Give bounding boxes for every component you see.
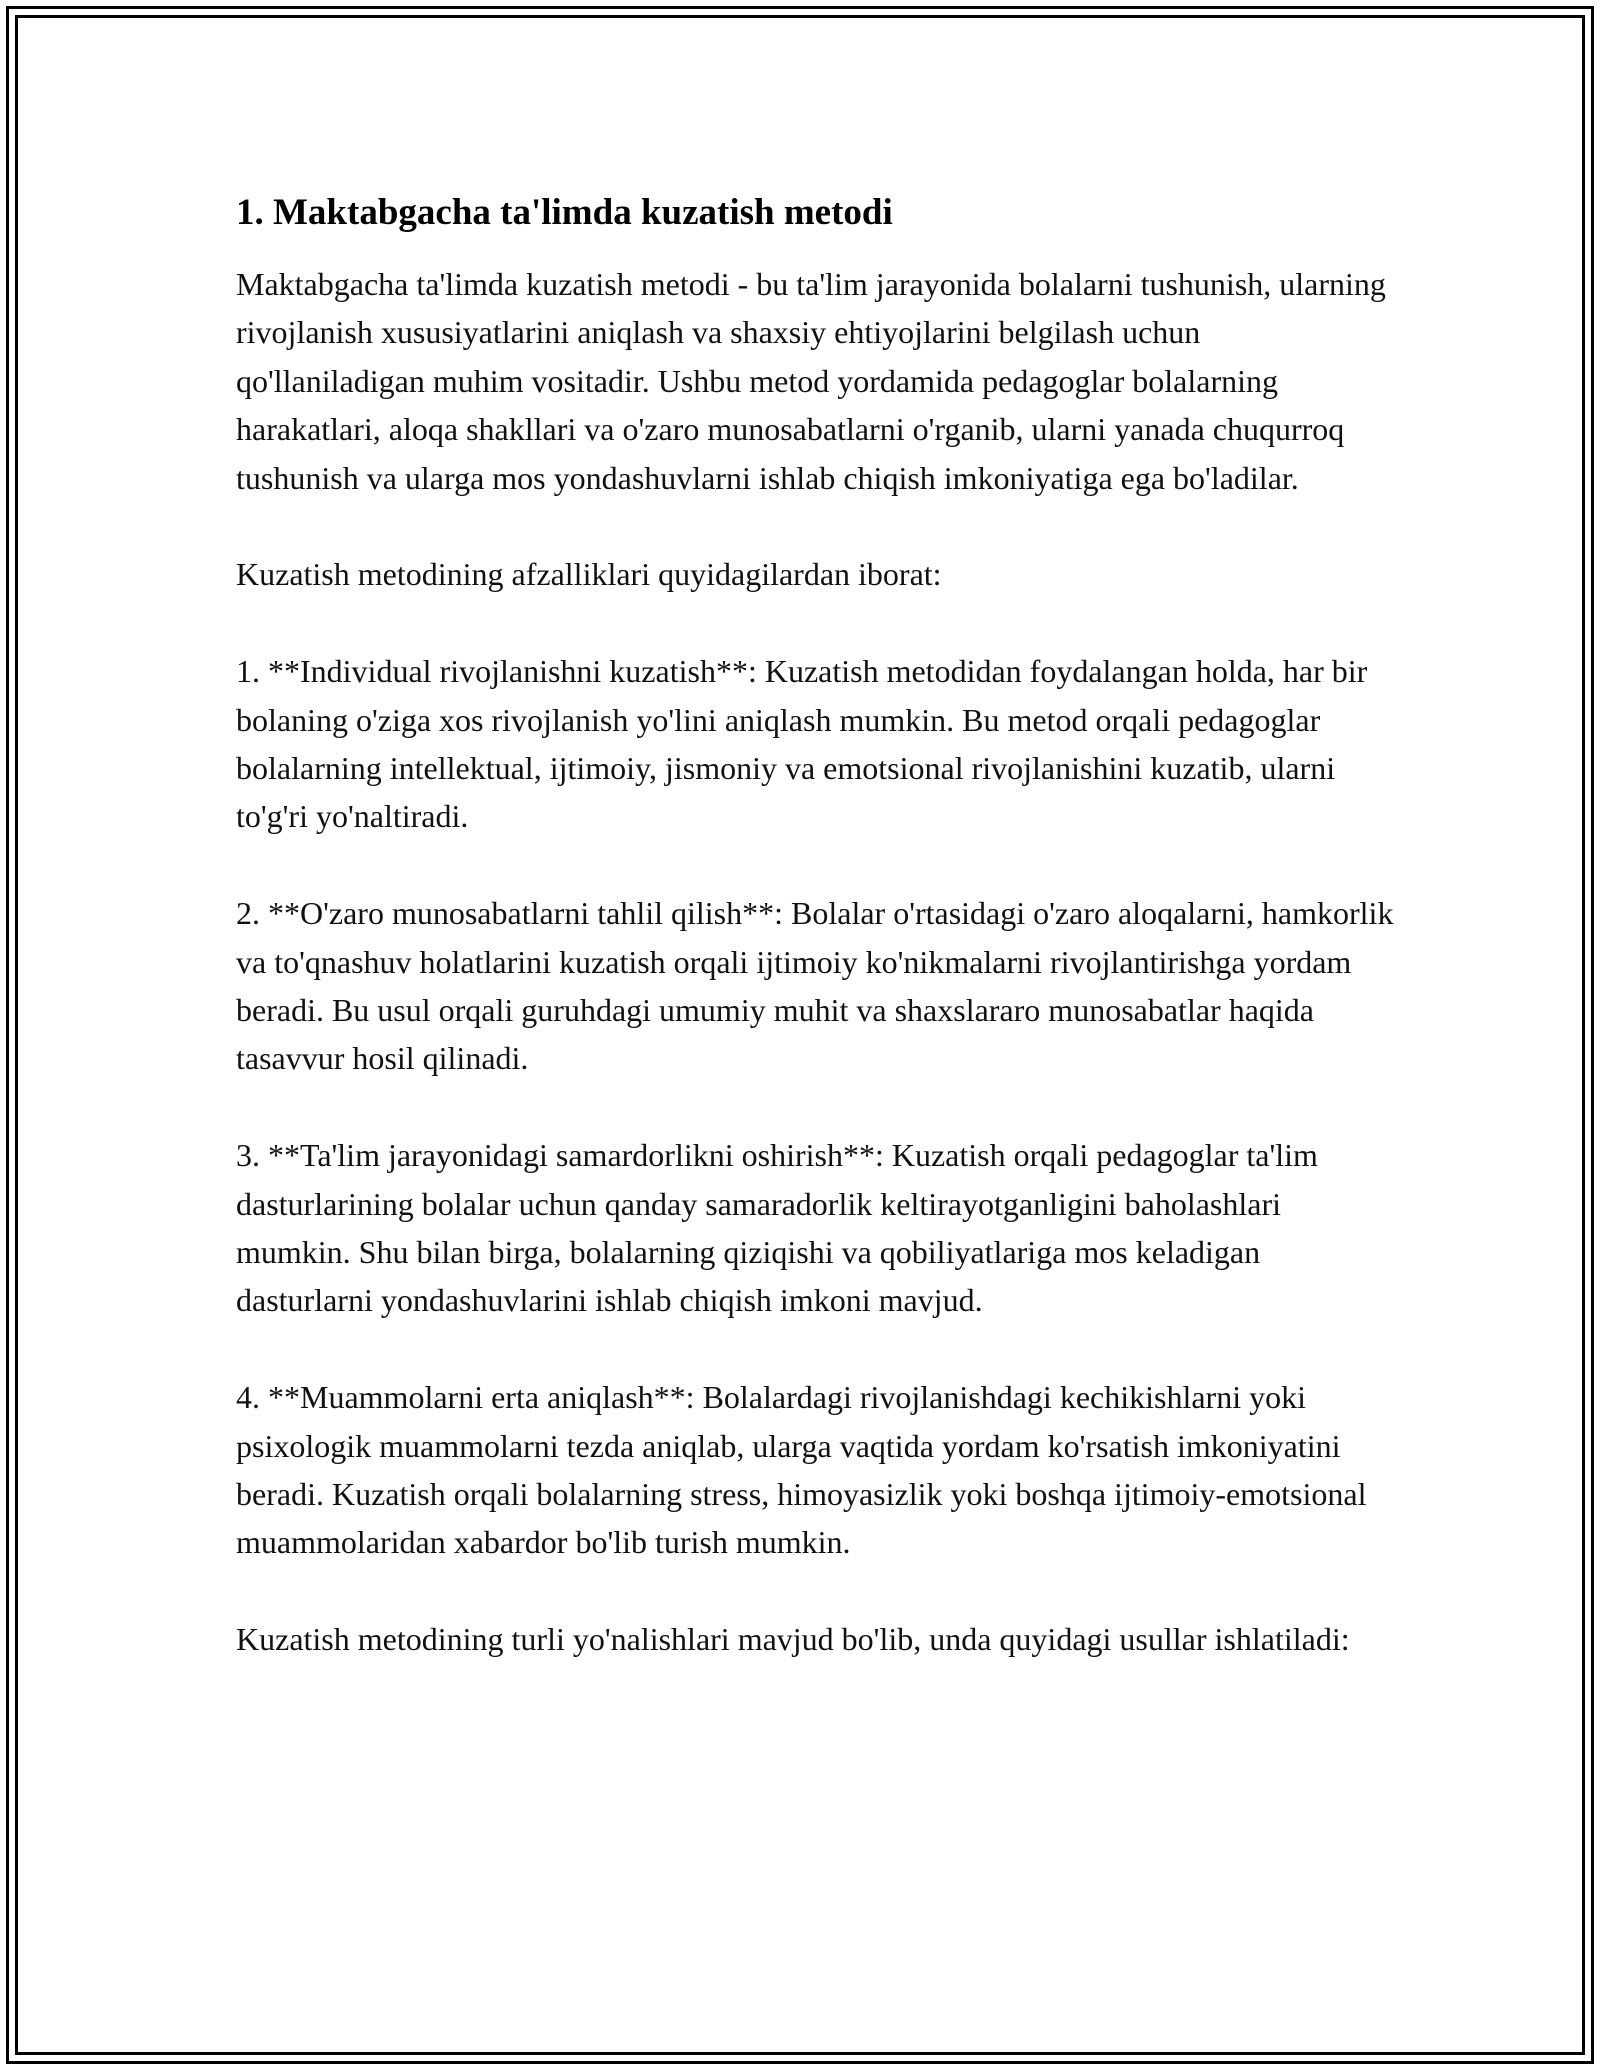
intro-paragraph: Maktabgacha ta'limda kuzatish metodi - bu ta'lim jarayonida bolalarni tushunish, ularning rivojlanish xususiyatlarini aniqlash va shaxsiy ehtiyojlarini belgilash uchun qo'llaniladigan muhim vositadir. Ushbu metod yordamida pedagoglar bolalarning harakatlari, aloqa shakllari va o'zaro munosabatlarni o'rganib, ularni yanada chuqurroq tushunish va ularga mos yondashuvlarni ishlab chiqish imkoniyatiga ega bo'ladilar. — [236, 266, 1386, 496]
methods-lead-paragraph: Kuzatish metodining turli yo'nalishlari mavjud bo'lib, unda quyidagi usullar ishlatiladi: — [236, 1621, 1350, 1658]
advantage-item-2: 2. **O'zaro munosabatlarni tahlil qilish**: Bolalar o'rtasidagi o'zaro aloqalarni, hamkorlik va to'qnashuv holatlarini kuzatish orqali ijtimoiy ko'nikmalarni rivojlantirishga yordam beradi. Bu usul orqali guruhdagi umumiy muhit va shaxslararo munosabatlar haqida tasavvur hosil qilinadi. — [236, 895, 1394, 1077]
advantage-item-3: 3. **Ta'lim jarayonidagi samardorlikni oshirish**: Kuzatish orqali pedagoglar ta'lim dasturlarining bolalar uchun qanday samaradorlik keltirayotganligini baholashlari mumkin. Shu bilan birga, bolalarning qiziqishi va qobiliyatlariga mos keladigan dasturlarni yondashuvlarini ishlab chiqish imkoni mavjud. — [236, 1137, 1318, 1319]
advantage-item-4: 4. **Muammolarni erta aniqlash**: Bolalardagi rivojlanishdagi kechikishlarni yoki psixologik muammolarni tezda aniqlab, ularga vaqtida yordam ko'rsatish imkoniyatini beradi. Kuzatish orqali bolalarning stress, himoyasizlik yoki boshqa ijtimoiy-emotsional muammolaridan xabardor bo'lib turish mumkin. — [236, 1379, 1367, 1561]
section-title: 1. Maktabgacha ta'limda kuzatish metodi — [236, 192, 893, 233]
document-body — [236, 188, 1396, 1664]
advantages-lead-paragraph: Kuzatish metodining afzalliklari quyidagilardan iborat: — [236, 556, 942, 593]
advantage-item-1: 1. **Individual rivojlanishni kuzatish**: Kuzatish metodidan foydalangan holda, har bir bolaning o'ziga xos rivojlanish yo'lini aniqlash mumkin. Bu metod orqali pedagoglar bolalarning intellektual, ijtimoiy, jismoniy va emotsional rivojlanishini kuzatib, ularni to'g'ri yo'naltiradi. — [236, 653, 1368, 835]
